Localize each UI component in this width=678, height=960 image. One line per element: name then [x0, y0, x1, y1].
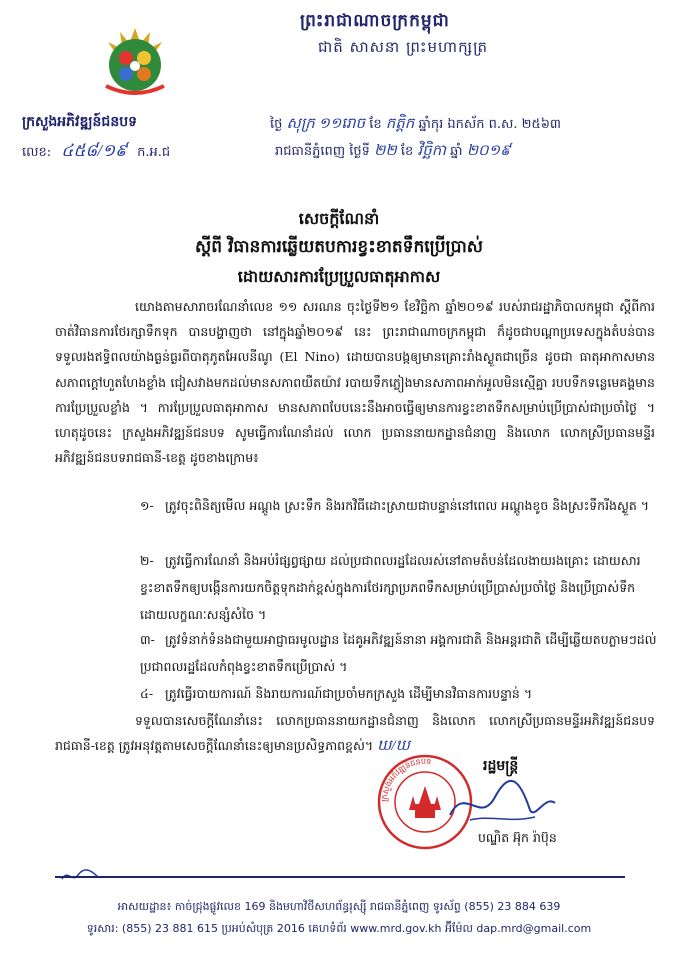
intro-paragraph: យោងតាមសារាចរណែនាំលេខ ១១ សរណន ចុះថ្ងៃទី២១ ខែវិច្ឆិកា ឆ្នាំ២០១៩ របស់រាជរដ្ឋាភិបាលកម្ពុជា ស្ដីពីការចាត់វិធានការថែរក្សាទឹកទុក បានបង្ហាញថា នៅក្នុងឆ្នាំ២០១៩ នេះ ព្រះរាជាណាចក្រកម្ពុជា ក៏ដូចជាបណ្ដាប្រទេសក្នុងតំបន់បានទទួលរងឥទ្ធិពលយ៉ាងធ្ងន់ធ្ងរពីបាតុភូតអែលនីណូ (El Nino) ដោយបានបង្កឲ្យមានគ្រោះរាំងស្ងួតជាច្រើន ដូចជា ធាតុអាកាសមានសភាពក្ដៅហួតហែងខ្លាំង ជៀសវាងមកដល់មានសភាពយឺតយ៉ាវ របាយទឹកភ្លៀងមានសភាពអាក់អួលមិនស្មើគ្នា របបទឹកទន្លេមេគង្គមានការប្រែប្រួលខ្លាំង ។ ការប្រែប្រួលធាតុអាកាស មានសភាពបែបនេះនឹងអាចធ្វើឲ្យមានការខ្វះខាតទឹកសម្រាប់ប្រើប្រាស់ជាប្រចាំថ្ងៃ ។ ហេតុដូចនេះ ក្រសួងអភិវឌ្ឍន៍ជនបទ សូមធ្វើការណែនាំដល់ លោក ប្រធាននាយកដ្ឋានជំនាញ និងលោក លោកស្រីប្រធានមន្ទីរអភិវឌ្ឍន៍ជនបទរាជធានី-ខេត្ត ដូចខាងក្រោម៖: [55, 299, 655, 466]
document-subject-2: ដោយសារការប្រែប្រួលធាតុអាកាស: [237, 267, 441, 286]
lunar-date-prefix: ថ្ងៃ: [270, 117, 283, 132]
month-label: ខែ: [400, 144, 414, 159]
signatory-name: បណ្ឌិត អ៊ុក រ៉ាប៊ុន: [478, 830, 557, 845]
lunar-month: កត្ដិក: [385, 116, 415, 132]
ref-suffix: ក.អ.ជ: [137, 145, 171, 160]
list-item: [140, 680, 660, 707]
seal-temple-emblem: [409, 786, 441, 818]
place-date: [275, 141, 511, 163]
list-item-text: ត្រូវចុះពិនិត្យមើល អណ្ដូង ស្រះទឹក និងរកវិធីដោះស្រាយជាបន្ទាន់នៅពេល អណ្ដូងខូច និងស្រះទឹករីងស្ងួត ។: [165, 498, 650, 513]
national-motto: ជាតិ សាសនា ព្រះមហាក្សត្រ: [318, 38, 489, 56]
closing-mark: ឃ/ឃ: [377, 738, 410, 754]
ref-number: ៤៥៨/១៩: [61, 141, 128, 160]
footer-divider: [55, 876, 625, 878]
year-label: ឆ្នាំ: [450, 144, 463, 159]
lunar-year-label: ឆ្នាំកុរ: [418, 117, 444, 132]
lunar-date: [270, 114, 561, 136]
ministry-name: ក្រសួងអភិវឌ្ឍន៍ជនបទ: [22, 114, 137, 130]
document-subject: ស្ដីពី វិធានការឆ្លើយតបការខ្វះខាតទឹកប្រើប្រាស់: [195, 237, 483, 257]
lunar-year: ឯកស័ក ព.ស. ២៥៦៣: [447, 117, 562, 132]
ministry-logo: [90, 20, 180, 100]
footer-address: អាសយដ្ឋាន៖ កាច់ជ្រុងផ្លូវលេខ 169 និងមហាវិថីសហព័ន្ធរុស្ស៊ី រាជធានីភ្នំពេញ ទូរស័ព្ទ (855) 23 884 639: [117, 900, 561, 913]
date-year: ២០១៩: [466, 143, 511, 159]
kingdom-title: ព្រះរាជាណាចក្រកម្ពុជា: [300, 11, 450, 31]
list-item: [140, 492, 660, 519]
handwritten-signature: [440, 775, 560, 830]
lunar-day: សុក្រ ១១រោច: [286, 116, 366, 132]
list-item-number: ១-: [140, 498, 154, 513]
reference-line: [22, 140, 170, 165]
date-day: ២២: [374, 143, 397, 159]
closing-paragraph: [55, 708, 655, 759]
list-item-text: ត្រូវទំនាក់ទំនងជាមួយអាជ្ញាធរមូលដ្ឋាន ដៃគូអភិវឌ្ឍន៍នានា អង្គការជាតិ និងអន្តរជាតិ ដើម្បីឆ្លើយតបភ្លាមៗដល់ប្រជាពលរដ្ឋដែលកំពុងខ្វះខាតទឹកប្រើប្រាស់ ។: [140, 632, 657, 674]
list-item-number: ៣-: [140, 632, 155, 647]
ref-prefix: លេខ:: [22, 145, 52, 160]
document-title: សេចក្ដីណែនាំ: [298, 209, 380, 228]
place-date-prefix: រាជធានីភ្នំពេញ ថ្ងៃទី: [275, 144, 370, 159]
seal-lettering: ក្រសួងអភិវឌ្ឍន៍ជនបទ: [379, 756, 432, 803]
list-item-number: ២-: [140, 553, 154, 568]
date-month: វិច្ឆិកា: [417, 143, 447, 159]
signatory-title: រដ្ឋមន្ត្រី: [483, 758, 519, 774]
footer-contact: ទូរសារ: (855) 23 881 615 ប្រអប់សំបុត្រ 2016 គេហទំព័រ www.mrd.gov.kh អ៊ីម៉ែល dap.mrd@gmail.com: [86, 922, 592, 935]
lunar-month-label: ខែ: [369, 117, 382, 132]
list-item-number: ៤-: [140, 686, 154, 701]
list-item-text: ត្រូវធ្វើការណែនាំ និងអប់រំផ្សព្វផ្សាយ ដល់ប្រជាពលរដ្ឋដែលរស់នៅតាមតំបន់ដែលងាយរងគ្រោះ ដោយសារខ្វះខាតទឹកឲ្យបង្កើនការយកចិត្តទុកដាក់ខ្ពស់ក្នុងការថែរក្សាប្រភពទឹកសម្រាប់ប្រើប្រាស់ប្រចាំថ្ងៃ និងប្រើប្រាស់ទឹកដោយលក្ខណៈសន្សំសំចៃ ។: [140, 553, 641, 622]
list-item: [140, 626, 660, 680]
list-item-text: ត្រូវធ្វើរបាយការណ៍ និងរាយការណ៍ជាប្រចាំមកក្រសួង ដើម្បីមានវិធានការបន្ទាន់ ។: [165, 686, 533, 701]
closing-text: ទទួលបានសេចក្ដីណែនាំនេះ លោកប្រធាននាយកដ្ឋានជំនាញ និងលោក លោកស្រីប្រធានមន្ទីរអភិវឌ្ឍន៍ជនបទរាជធានី-ខេត្ត ត្រូវអនុវត្តតាមសេចក្ដីណែនាំនេះឲ្យមានប្រសិទ្ធភាពខ្ពស់។: [55, 713, 655, 753]
list-item: [140, 547, 660, 628]
